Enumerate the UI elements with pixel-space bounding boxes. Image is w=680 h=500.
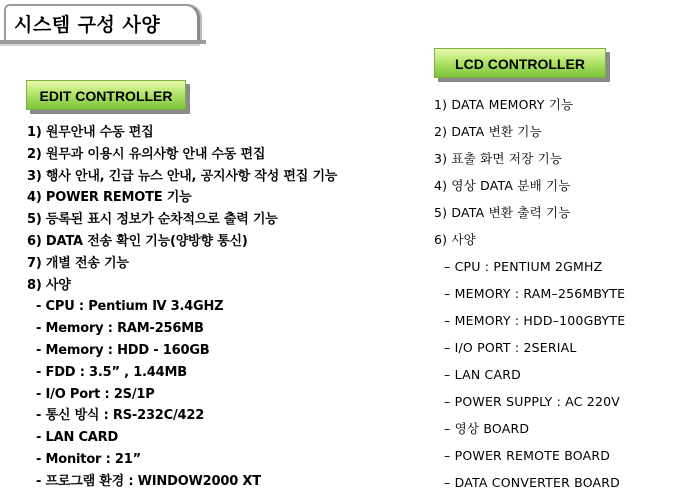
edit-spec-item: - 통신 방식 : RS-232C/422 xyxy=(36,408,205,424)
page-title: 시스템 구성 사양 xyxy=(14,14,161,36)
lcd-item: 3) 표출 화면 저장 기능 xyxy=(434,151,563,166)
edit-item: 8) 사양 xyxy=(27,277,71,293)
lcd-item: 1) DATA MEMORY 기능 xyxy=(434,97,574,112)
lcd-spec-item: – POWER SUPPLY : AC 220V xyxy=(444,394,621,409)
edit-spec-item: - 프로그램 환경 : WINDOW2000 XT xyxy=(36,473,261,489)
lcd-controller-label: LCD CONTROLLER xyxy=(434,48,606,78)
edit-spec-item: - CPU : Pentium Ⅳ 3.4GHZ xyxy=(36,299,224,315)
edit-item: 2) 원무과 이용시 유의사항 안내 수동 편집 xyxy=(27,146,266,162)
lcd-item: 2) DATA 변환 기능 xyxy=(434,124,542,139)
edit-spec-item: - LAN CARD xyxy=(36,430,119,446)
lcd-spec-item: – I/O PORT : 2SERIAL xyxy=(444,340,577,355)
lcd-spec-item: – MEMORY : RAM–256MBYTE xyxy=(444,286,626,301)
lcd-spec-item: – MEMORY : HDD–100GBYTE xyxy=(444,313,626,328)
title-tab xyxy=(4,4,200,42)
lcd-spec-item: – POWER REMOTE BOARD xyxy=(444,448,611,463)
lcd-spec-item: – LAN CARD xyxy=(444,367,521,382)
lcd-spec-item: – 영상 BOARD xyxy=(444,421,530,436)
edit-item: 7) 개별 전송 기능 xyxy=(27,255,129,271)
edit-spec-item: - Memory : HDD - 160GB xyxy=(36,342,210,358)
lcd-spec-item: – DATA CONVERTER BOARD xyxy=(444,475,620,490)
edit-spec-item: - Monitor : 21” xyxy=(36,451,141,467)
lcd-controller-list xyxy=(434,91,625,496)
edit-controller-label: EDIT CONTROLLER xyxy=(26,80,186,110)
edit-item: 1) 원무안내 수동 편집 xyxy=(27,125,154,140)
lcd-spec-item: – CPU : PENTIUM 2GMHZ xyxy=(444,259,603,274)
edit-item: 6) DATA 전송 확인 기능(양방향 통신) xyxy=(27,233,248,249)
lcd-item: 6) 사양 xyxy=(434,232,476,247)
edit-spec-item: - I/O Port : 2S/1P xyxy=(36,386,155,402)
lcd-item: 4) 영상 DATA 분배 기능 xyxy=(434,178,571,193)
edit-item: 5) 등록된 표시 정보가 순차적으로 출력 기능 xyxy=(27,212,278,228)
edit-item: 4) POWER REMOTE 기능 xyxy=(27,190,192,206)
edit-spec-item: - Memory : RAM-256MB xyxy=(36,321,204,337)
lcd-item: 5) DATA 변환 출력 기능 xyxy=(434,205,571,220)
edit-spec-item: - FDD : 3.5” , 1.44MB xyxy=(36,364,187,380)
edit-controller-list xyxy=(27,122,337,493)
title-divider-shadow xyxy=(0,44,200,46)
edit-item: 3) 행사 안내, 긴급 뉴스 안내, 공지사항 작성 편집 기능 xyxy=(27,168,338,184)
